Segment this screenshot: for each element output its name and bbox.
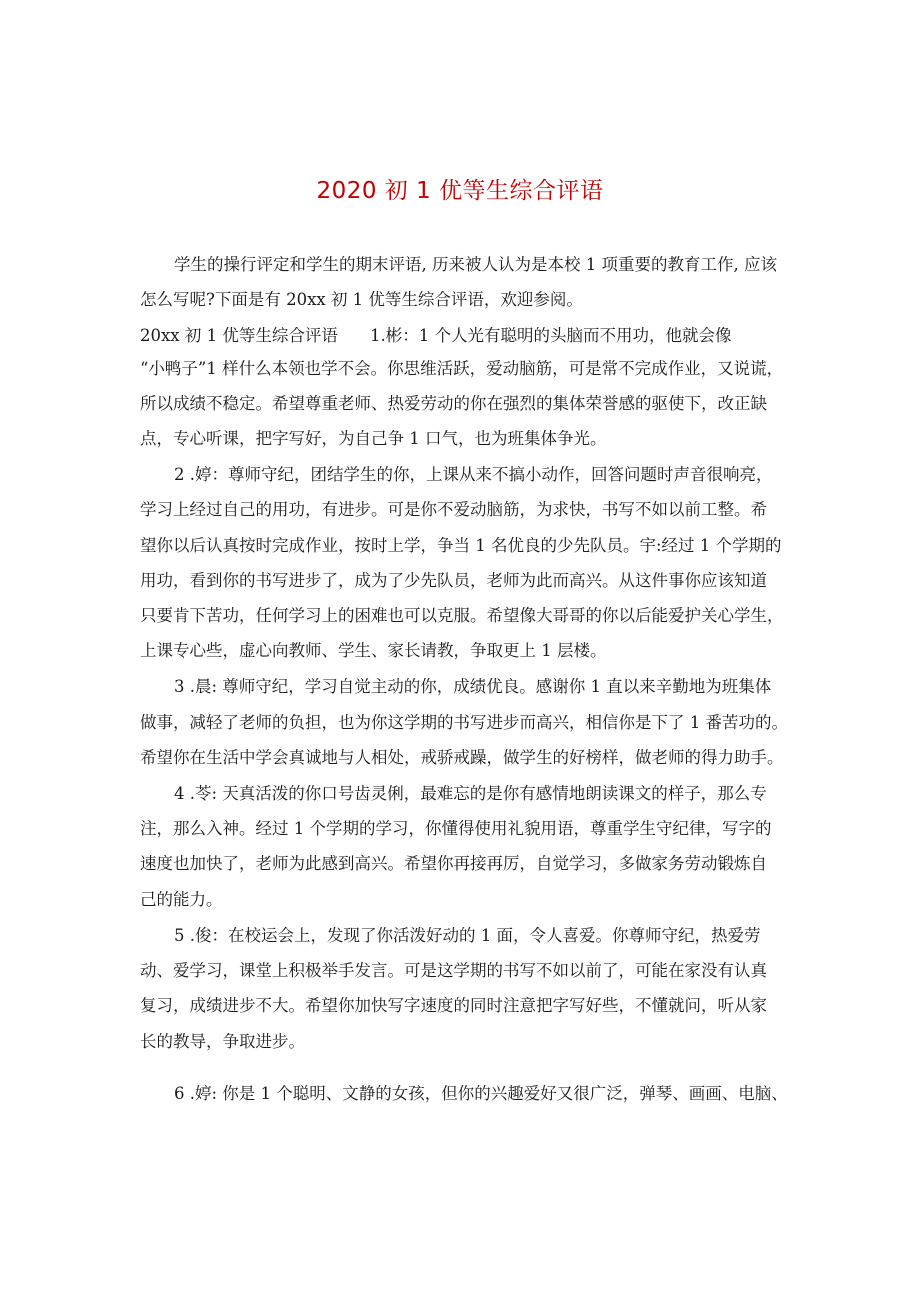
text-line: 上课专心些，虚心向教师、学生、家长请教，争取更上 1 层楼。	[140, 641, 607, 660]
text-line: 怎么写呢?下面是有 20xx 初 1 优等生综合评语，欢迎参阅。	[140, 290, 583, 309]
text-line: 只要肯下苦功，任何学习上的困难也可以克服。希望像大哥哥的你以后能爱护关心学生，	[140, 606, 784, 625]
text-line: 学习上经过自己的用功，有进步。可是你不爱动脑筋，为求快，书写不如以前工整。希	[140, 500, 767, 519]
text-line: 动、爱学习，课堂上积极举手发言。可是这学期的书写不如以前了，可能在家没有认真	[140, 961, 767, 980]
document-title: 2020 初 1 优等生综合评语	[316, 178, 604, 204]
text-line: 1.彬：1 个人光有聪明的头脑而不用功，他就会像	[370, 326, 732, 345]
text-line: 学生的操行评定和学生的期末评语, 历来被人认为是本校 1 项重要的教育工作, 应该	[174, 255, 777, 274]
text-line: 5 .俊：在校运会上，发现了你活泼好动的 1 面，令人喜爱。你尊师守纪，热爱劳	[174, 926, 761, 945]
text-line: 用功，看到你的书写进步了，成为了少先队员，老师为此而高兴。从这件事你应该知道	[140, 571, 767, 590]
text-line: 3 .晨: 尊师守纪，学习自觉主动的你，成绩优良。感谢你 1 直以来辛勤地为班集体	[174, 677, 772, 696]
text-line: 速度也加快了，老师为此感到高兴。希望你再接再厉，自觉学习，多做家务劳动锻炼自	[140, 854, 767, 873]
text-line: 己的能力。	[140, 890, 223, 909]
text-line: 6 .婷: 你是 1 个聪明、文静的女孩，但你的兴趣爱好又很广泛，弹琴、画画、电脑、	[174, 1084, 788, 1103]
text-line: 做事，减轻了老师的负担，也为你这学期的书写进步而高兴，相信你是下了 1 番苦功的。	[140, 713, 788, 732]
section-heading: 20xx 初 1 优等生综合评语	[140, 326, 338, 345]
text-line: “小鸭子”1 样什么本领也学不会。你思维活跃，爱动脑筋，可是常不完成作业，又说谎，	[140, 359, 784, 378]
text-line: 长的教导，争取进步。	[140, 1032, 305, 1051]
text-line: 所以成绩不稳定。希望尊重老师、热爱劳动的你在强烈的集体荣誉感的驱使下，改正缺	[140, 394, 767, 413]
text-line: 望你以后认真按时完成作业，按时上学，争当 1 名优良的少先队员。宇:经过 1 个学期的	[140, 536, 782, 555]
text-line: 注，那么入神。经过 1 个学期的学习，你懂得使用礼貌用语，尊重学生守纪律，写字的	[140, 819, 772, 838]
text-line: 2 .婷：尊师守纪，团结学生的你，上课从来不搞小动作，回答问题时声音很响亮，	[174, 465, 773, 484]
text-line-row	[140, 324, 732, 348]
text-line: 4 .苓: 天真活泼的你口号齿灵俐，最难忘的是你有感情地朗读课文的样子，那么专	[174, 784, 767, 803]
text-line: 点，专心听课，把字写好，为自己争 1 口气，也为班集体争光。	[140, 429, 607, 448]
text-line: 复习，成绩进步不大。希望你加快写字速度的同时注意把字写好些，不懂就问，听从家	[140, 996, 767, 1015]
text-line: 希望你在生活中学会真诚地与人相处，戒骄戒躁，做学生的好榜样，做老师的得力助手。	[140, 748, 784, 767]
